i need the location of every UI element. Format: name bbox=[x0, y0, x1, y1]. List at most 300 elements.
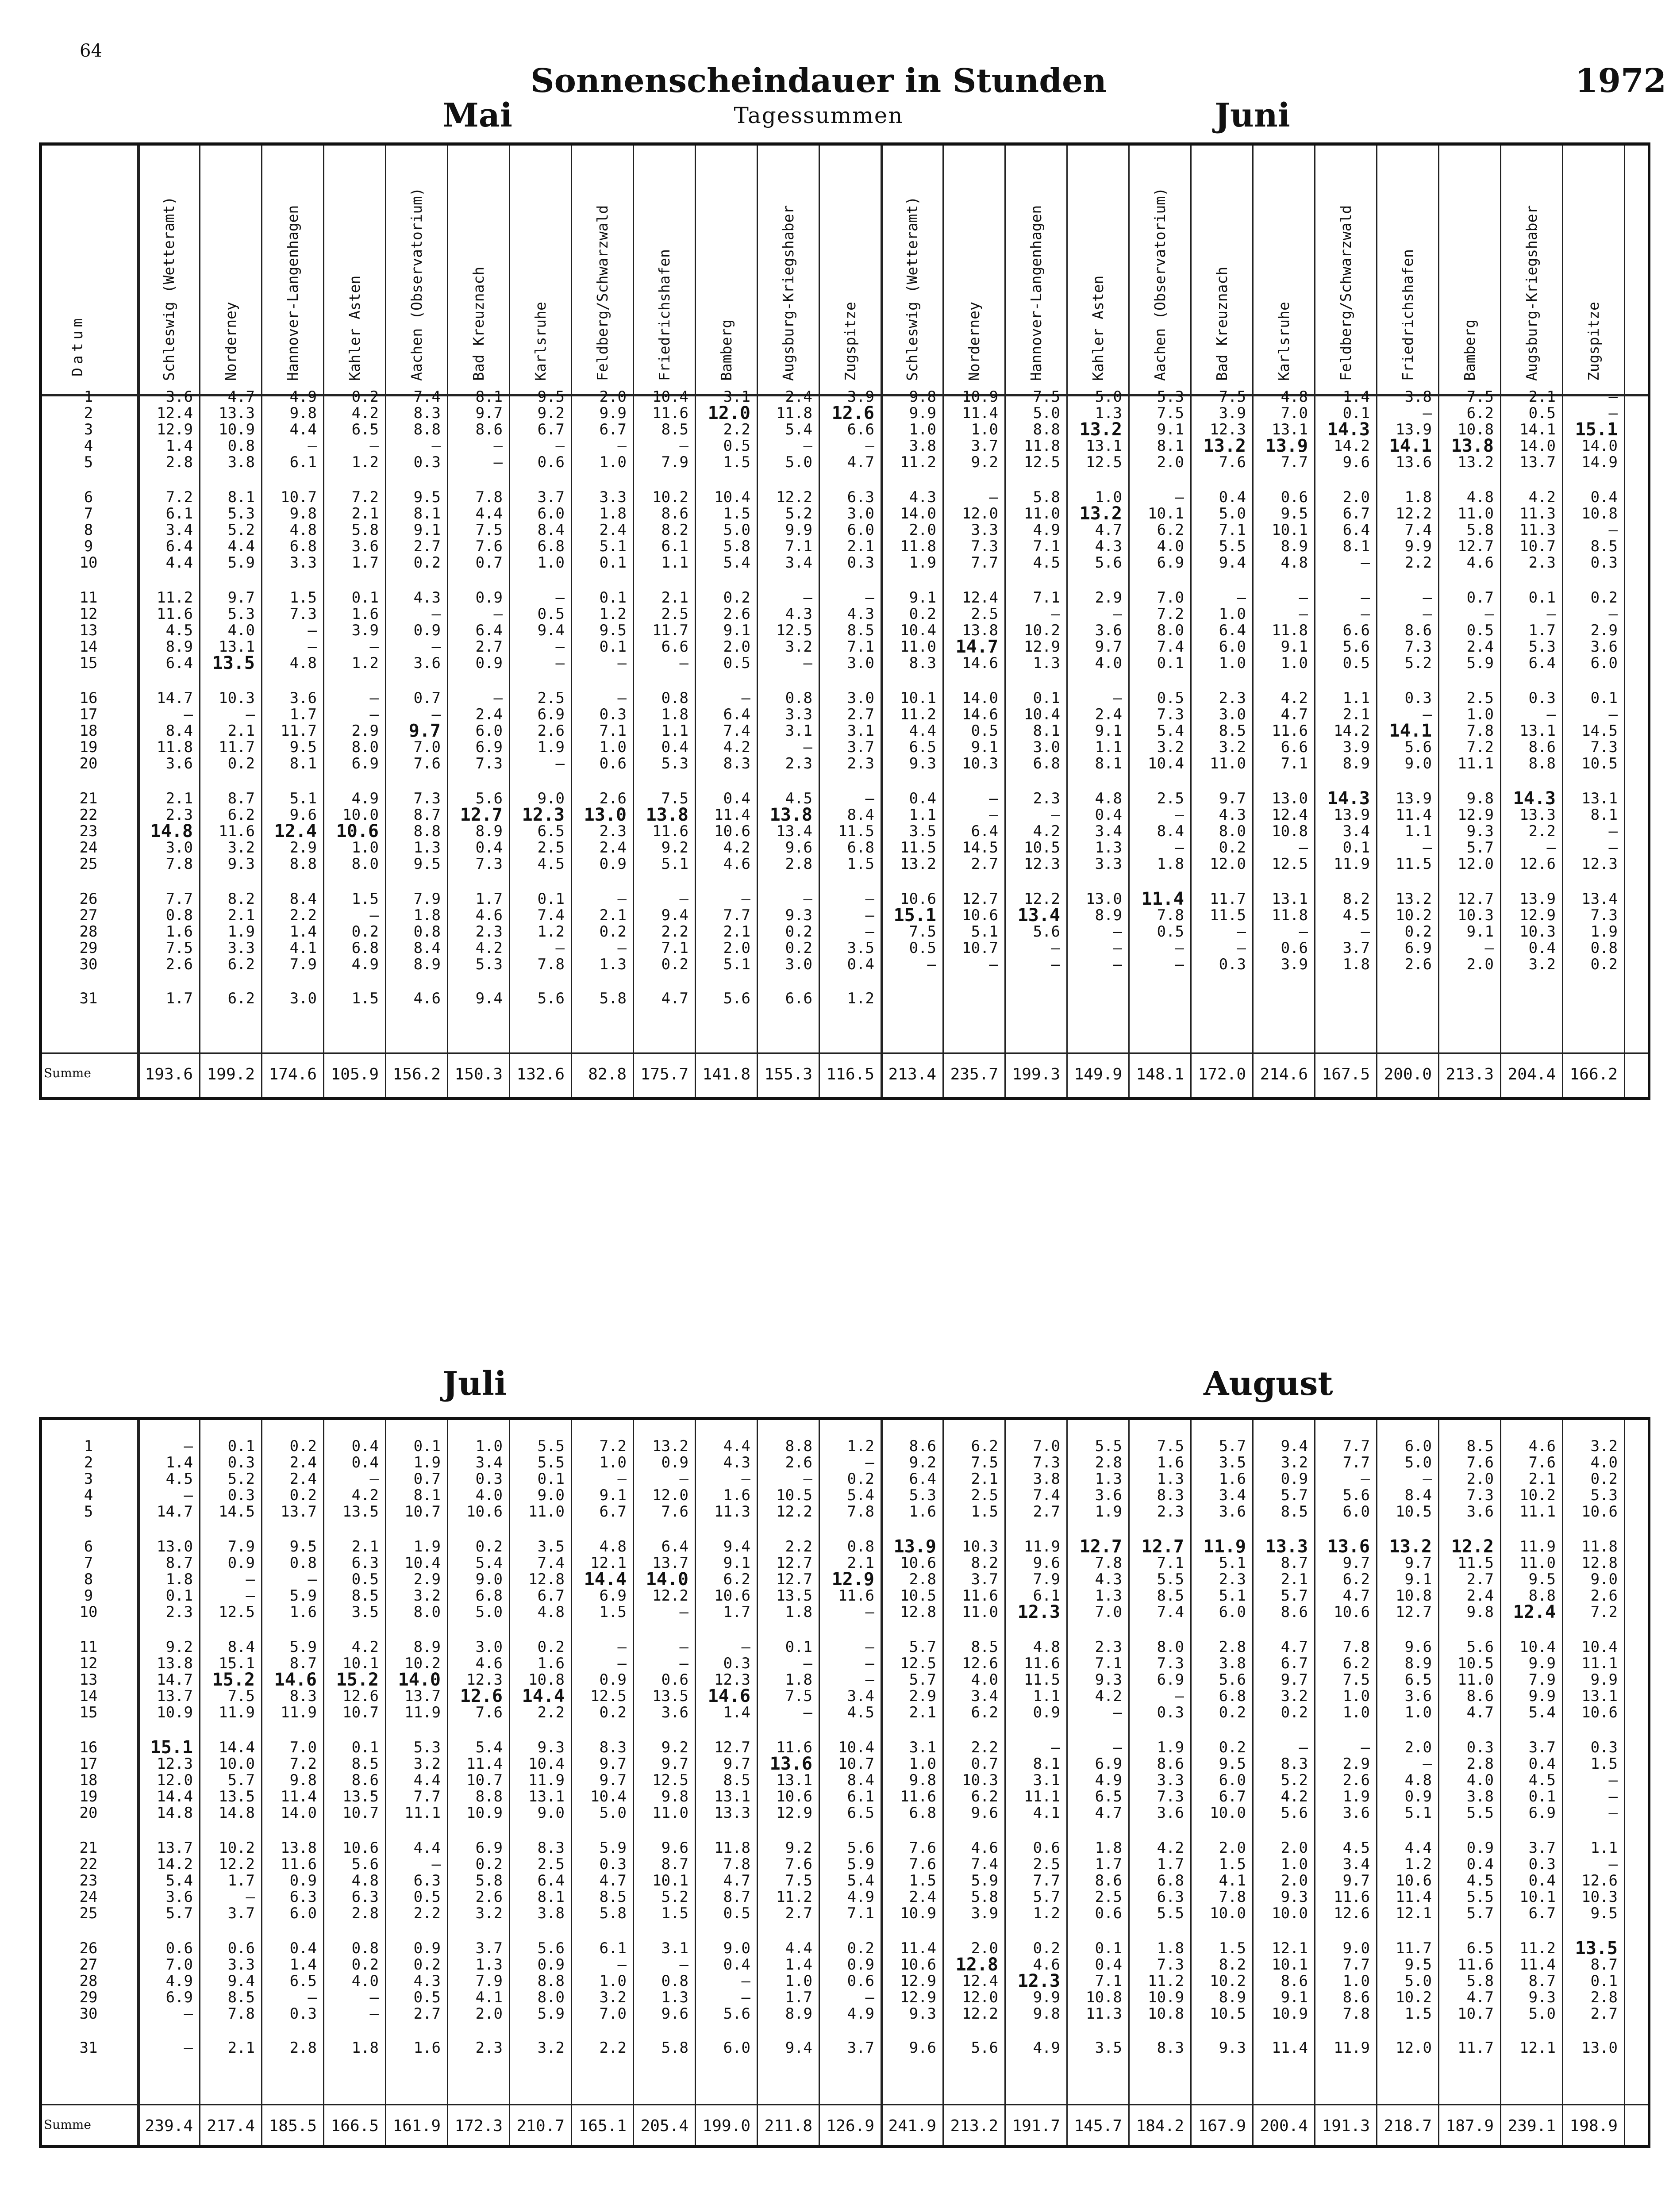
sunshine-cell: 11.4 bbox=[962, 404, 998, 422]
sunshine-cell: 9.9 bbox=[1404, 538, 1432, 555]
day-label: 14 bbox=[79, 1687, 98, 1705]
sunshine-cell: 0.5 bbox=[1157, 689, 1184, 707]
sunshine-cell: 1.8 bbox=[785, 1603, 812, 1621]
sunshine-cell: 11.2 bbox=[900, 706, 936, 723]
sunshine-cell: 8.4 bbox=[847, 806, 874, 824]
sunshine-cell: 11.6 bbox=[219, 822, 255, 840]
sunshine-cell: 2.3 bbox=[475, 923, 503, 941]
sunshine-cell: 4.3 bbox=[1219, 806, 1246, 824]
sunshine-cell: 14.3 bbox=[1513, 788, 1556, 809]
sunshine-cell: 6.9 bbox=[1528, 1804, 1556, 1822]
sunshine-cell: 3.6 bbox=[165, 388, 193, 406]
sunshine-cell: – bbox=[246, 1571, 255, 1588]
sunshine-cell: 13.9 bbox=[1334, 806, 1370, 824]
sunshine-cell: 4.6 bbox=[971, 1839, 998, 1857]
sunshine-cell: 12.6 bbox=[1519, 855, 1556, 873]
sunshine-cell: 7.8 bbox=[1219, 1888, 1246, 1906]
sunshine-cell: 1.4 bbox=[1342, 388, 1370, 406]
sunshine-cell: 11.1 bbox=[1024, 1788, 1060, 1805]
sunshine-cell: 4.1 bbox=[475, 1989, 503, 2006]
monthly-sum-cell: 161.9 bbox=[392, 2117, 441, 2135]
sunshine-cell: 1.5 bbox=[847, 855, 874, 873]
sunshine-cell: 0.1 bbox=[1528, 589, 1556, 607]
sunshine-cell: 2.6 bbox=[723, 605, 750, 623]
sunshine-cell: 2.5 bbox=[1157, 790, 1184, 807]
sunshine-cell: 2.3 bbox=[165, 806, 193, 824]
sunshine-cell: 8.1 bbox=[1033, 722, 1060, 740]
sunshine-cell: 10.9 bbox=[157, 1704, 193, 1721]
sunshine-cell: 13.5 bbox=[1575, 1938, 1618, 1959]
sunshine-cell: – bbox=[865, 1603, 874, 1621]
sunshine-cell: 4.7 bbox=[1342, 1587, 1370, 1605]
sunshine-cell: 5.5 bbox=[537, 1454, 565, 1471]
sunshine-cell: 4.3 bbox=[847, 605, 874, 623]
monthly-sum-cell: 214.6 bbox=[1260, 1065, 1308, 1083]
sunshine-cell: 8.4 bbox=[847, 1771, 874, 1789]
day-label: 23 bbox=[79, 1872, 98, 1889]
sunshine-cell: – bbox=[308, 1989, 317, 2006]
sunshine-cell: 8.2 bbox=[1219, 1956, 1246, 1974]
sunshine-cell: 4.5 bbox=[537, 855, 565, 873]
sunshine-cell: 7.6 bbox=[785, 1855, 812, 1873]
sunshine-cell: 12.3 bbox=[1024, 855, 1060, 873]
sunshine-cell: 4.5 bbox=[1528, 1771, 1556, 1789]
monthly-sum-cell: 184.2 bbox=[1136, 2117, 1184, 2135]
sunshine-cell: – bbox=[927, 956, 936, 973]
sunshine-cell: 6.4 bbox=[537, 1872, 565, 1889]
day-label: 26 bbox=[79, 890, 98, 908]
sunshine-cell: 7.2 bbox=[1590, 1603, 1618, 1621]
sunshine-cell: 8.1 bbox=[413, 1486, 441, 1504]
sunshine-cell: 0.8 bbox=[351, 1939, 379, 1957]
sunshine-cell: 1.6 bbox=[413, 2039, 441, 2057]
sunshine-cell: 10.7 bbox=[466, 1771, 503, 1789]
sunshine-cell: 0.3 bbox=[227, 1454, 255, 1471]
sunshine-cell: 10.4 bbox=[590, 1788, 627, 1805]
sunshine-cell: 1.0 bbox=[537, 554, 565, 572]
station-header: Hannover-Langenhagen bbox=[1027, 205, 1045, 381]
sunshine-cell: 10.2 bbox=[1024, 622, 1060, 639]
sunshine-cell: 9.1 bbox=[599, 1486, 627, 1504]
sunshine-cell: – bbox=[369, 706, 379, 723]
sunshine-cell: 7.3 bbox=[1404, 638, 1432, 656]
sunshine-cell: 7.7 bbox=[413, 1788, 441, 1805]
monthly-sum-cell: 199.0 bbox=[702, 2117, 750, 2135]
sunshine-cell: 10.6 bbox=[1396, 1872, 1432, 1889]
sunshine-cell: 3.8 bbox=[227, 453, 255, 471]
sunshine-cell: 5.7 bbox=[1219, 1437, 1246, 1455]
sunshine-cell: 0.1 bbox=[1590, 1972, 1618, 1990]
sunshine-cell: 0.8 bbox=[661, 689, 688, 707]
sunshine-cell: 11.1 bbox=[1457, 755, 1494, 772]
sunshine-cell: 0.4 bbox=[475, 839, 503, 856]
sunshine-cell: 7.8 bbox=[1342, 2005, 1370, 2023]
sunshine-cell: 10.6 bbox=[714, 1587, 750, 1605]
sunshine-cell: 3.6 bbox=[1157, 1804, 1184, 1822]
sunshine-cell: 1.2 bbox=[351, 453, 379, 471]
sunshine-cell: 3.8 bbox=[1466, 1788, 1494, 1805]
sunshine-cell: 0.2 bbox=[1281, 1704, 1308, 1721]
sunshine-cell: 0.1 bbox=[1342, 839, 1370, 856]
sunshine-cell: 13.2 bbox=[1079, 503, 1122, 524]
sunshine-cell: 11.9 bbox=[404, 1704, 441, 1721]
sunshine-cell: 4.2 bbox=[351, 1486, 379, 1504]
sunshine-cell: 4.8 bbox=[1281, 554, 1308, 572]
sunshine-cell: 9.3 bbox=[227, 855, 255, 873]
sunshine-cell: 8.3 bbox=[599, 1739, 627, 1756]
sunshine-cell: 8.2 bbox=[971, 1554, 998, 1572]
sunshine-cell: 2.5 bbox=[1466, 689, 1494, 707]
sunshine-cell: 8.3 bbox=[1157, 1486, 1184, 1504]
day-label: 21 bbox=[79, 790, 98, 807]
sunshine-cell: 3.6 bbox=[1219, 1503, 1246, 1521]
sunshine-cell: 11.3 bbox=[1519, 505, 1556, 522]
sunshine-cell: 5.6 bbox=[1281, 1804, 1308, 1822]
sunshine-cell: 9.5 bbox=[1528, 1571, 1556, 1588]
sunshine-cell: 13.1 bbox=[1581, 1687, 1618, 1705]
sunshine-cell: 13.1 bbox=[1272, 890, 1308, 908]
sunshine-cell: 4.5 bbox=[1466, 1872, 1494, 1889]
sunshine-cell: 3.2 bbox=[413, 1755, 441, 1773]
sunshine-cell: 3.7 bbox=[1528, 1839, 1556, 1857]
sunshine-cell: 2.0 bbox=[1219, 1839, 1246, 1857]
sunshine-cell: 3.9 bbox=[1281, 956, 1308, 973]
sunshine-cell: 6.9 bbox=[1404, 939, 1432, 957]
sunshine-cell: 0.2 bbox=[475, 1538, 503, 1555]
sunshine-cell: 9.4 bbox=[723, 1538, 750, 1555]
sunshine-cell: 7.9 bbox=[1033, 1571, 1060, 1588]
sunshine-cell: 3.1 bbox=[847, 722, 874, 740]
sunshine-cell: 8.9 bbox=[413, 956, 441, 973]
sunshine-cell: 2.1 bbox=[227, 906, 255, 924]
sunshine-cell: 11.6 bbox=[157, 605, 193, 623]
sunshine-cell: 6.0 bbox=[475, 722, 503, 740]
sunshine-cell: 0.2 bbox=[289, 1486, 317, 1504]
monthly-sum-cell: 185.5 bbox=[269, 2117, 317, 2135]
sunshine-cell: 8.1 bbox=[1157, 437, 1184, 455]
sunshine-cell: – bbox=[431, 638, 441, 656]
sunshine-cell: 5.5 bbox=[537, 1437, 565, 1455]
sunshine-cell: 7.3 bbox=[413, 790, 441, 807]
sunshine-cell: 5.4 bbox=[165, 1872, 193, 1889]
sunshine-cell: 9.0 bbox=[723, 1939, 750, 1957]
sunshine-cell: 0.9 bbox=[661, 1454, 688, 1471]
sunshine-cell: 6.4 bbox=[165, 538, 193, 555]
station-header: Kahler Asten bbox=[1089, 275, 1107, 381]
sunshine-cell: – bbox=[679, 1655, 688, 1672]
sunshine-cell: 4.8 bbox=[1033, 1638, 1060, 1656]
sunshine-cell: 8.4 bbox=[1404, 1486, 1432, 1504]
sunshine-cell: – bbox=[865, 1638, 874, 1656]
sunshine-cell: 0.1 bbox=[1095, 1939, 1122, 1957]
sunshine-cell: 12.5 bbox=[1086, 453, 1122, 471]
sunshine-cell: – bbox=[493, 689, 503, 707]
sunshine-cell: 8.1 bbox=[537, 1888, 565, 1906]
sunshine-cell: 5.1 bbox=[599, 538, 627, 555]
sunshine-cell: 11.5 bbox=[900, 839, 936, 856]
sunshine-cell: 8.6 bbox=[661, 505, 688, 522]
sunshine-cell: 10.3 bbox=[962, 1538, 998, 1555]
sunshine-cell: 5.2 bbox=[227, 521, 255, 539]
station-header: Augsburg-Kriegshaber bbox=[780, 205, 797, 381]
sunshine-cell: 0.3 bbox=[1404, 689, 1432, 707]
sunshine-cell: 2.9 bbox=[351, 722, 379, 740]
sunshine-cell: 0.1 bbox=[785, 1638, 812, 1656]
sunshine-cell: – bbox=[246, 706, 255, 723]
sunshine-cell: 5.7 bbox=[1466, 839, 1494, 856]
sunshine-cell: 0.5 bbox=[1342, 654, 1370, 672]
sunshine-cell: – bbox=[184, 706, 193, 723]
sunshine-cell: 3.7 bbox=[1342, 939, 1370, 957]
sunshine-cell: 9.5 bbox=[289, 738, 317, 756]
sunshine-cell: 7.7 bbox=[1281, 453, 1308, 471]
sunshine-cell: 6.8 bbox=[1157, 1872, 1184, 1889]
sunshine-cell: 0.4 bbox=[847, 956, 874, 973]
sunshine-cell: 1.3 bbox=[413, 839, 441, 856]
sunshine-cell: 12.0 bbox=[157, 1771, 193, 1789]
sunshine-cell: 3.0 bbox=[785, 956, 812, 973]
sunshine-cell: – bbox=[679, 1956, 688, 1974]
sunshine-cell: 2.0 bbox=[599, 388, 627, 406]
station-header: Karlsruhe bbox=[1275, 302, 1292, 381]
sunshine-cell: 5.6 bbox=[1219, 1671, 1246, 1689]
sunshine-cell: 13.2 bbox=[1203, 436, 1246, 456]
sunshine-cell: – bbox=[679, 1470, 688, 1488]
sunshine-cell: – bbox=[1608, 521, 1618, 539]
sunshine-cell: 9.3 bbox=[1466, 822, 1494, 840]
sunshine-cell: 6.6 bbox=[847, 421, 874, 438]
sunshine-cell: 2.5 bbox=[661, 605, 688, 623]
sunshine-cell: 1.5 bbox=[289, 589, 317, 607]
sunshine-cell: 12.2 bbox=[1396, 505, 1432, 522]
sunshine-cell: 10.2 bbox=[219, 1839, 255, 1857]
sunshine-cell: 8.0 bbox=[351, 738, 379, 756]
sunshine-cell: 5.0 bbox=[723, 521, 750, 539]
sunshine-cell: 9.5 bbox=[1219, 1755, 1246, 1773]
sunshine-cell: 7.5 bbox=[1466, 388, 1494, 406]
sunshine-cell: 13.8 bbox=[281, 1839, 317, 1857]
sunshine-cell: 11.6 bbox=[900, 1788, 936, 1805]
sunshine-cell: 9.7 bbox=[723, 1755, 750, 1773]
sunshine-cell: 8.2 bbox=[661, 521, 688, 539]
sunshine-cell: – bbox=[308, 622, 317, 639]
sunshine-cell: 1.9 bbox=[1590, 923, 1618, 941]
sunshine-cell: 9.8 bbox=[1466, 1603, 1494, 1621]
sunshine-cell: 7.2 bbox=[1157, 605, 1184, 623]
sunshine-cell: 1.0 bbox=[1219, 654, 1246, 672]
sunshine-cell: 0.3 bbox=[289, 2005, 317, 2023]
sunshine-cell: 12.2 bbox=[962, 2005, 998, 2023]
sunshine-cell: 3.7 bbox=[475, 1939, 503, 1957]
sunshine-cell: 13.5 bbox=[219, 1788, 255, 1805]
sunshine-cell: 10.7 bbox=[281, 488, 317, 506]
day-label: 11 bbox=[79, 1638, 98, 1656]
sunshine-cell: 1.6 bbox=[723, 1486, 750, 1504]
sunshine-cell: 4.4 bbox=[165, 554, 193, 572]
sunshine-cell: 1.8 bbox=[165, 1571, 193, 1588]
sunshine-cell: 1.3 bbox=[475, 1956, 503, 1974]
sunshine-cell: 13.3 bbox=[1265, 1536, 1308, 1557]
sunshine-cell: 1.5 bbox=[1219, 1939, 1246, 1957]
sunshine-cell: 0.6 bbox=[1033, 1839, 1060, 1857]
sunshine-cell: 11.4 bbox=[900, 1939, 936, 1957]
sunshine-cell: 9.8 bbox=[1033, 2005, 1060, 2023]
sunshine-cell: 4.2 bbox=[475, 939, 503, 957]
sunshine-cell: 1.0 bbox=[351, 839, 379, 856]
sunshine-cell: – bbox=[1608, 404, 1618, 422]
sunshine-cell: 10.7 bbox=[404, 1503, 441, 1521]
sunshine-cell: 5.3 bbox=[475, 956, 503, 973]
sunshine-cell: – bbox=[741, 689, 750, 707]
sunshine-cell: 2.3 bbox=[785, 755, 812, 772]
sunshine-cell: 2.1 bbox=[351, 505, 379, 522]
sunshine-cell: 4.6 bbox=[475, 906, 503, 924]
sunshine-cell: 3.6 bbox=[1590, 638, 1618, 656]
sunshine-cell: 10.8 bbox=[1272, 822, 1308, 840]
sunshine-cell: 1.0 bbox=[909, 1755, 936, 1773]
sunshine-cell: 0.8 bbox=[413, 923, 441, 941]
sunshine-cell: 0.9 bbox=[1281, 1470, 1308, 1488]
sunshine-cell: 13.2 bbox=[1457, 453, 1494, 471]
sunshine-cell: 10.5 bbox=[1457, 1655, 1494, 1672]
sunshine-cell: – bbox=[1051, 939, 1060, 957]
sunshine-cell: 8.5 bbox=[1219, 722, 1246, 740]
sunshine-cell: – bbox=[1608, 1855, 1618, 1873]
sunshine-cell: 2.1 bbox=[847, 538, 874, 555]
sunshine-cell: 11.8 bbox=[900, 538, 936, 555]
sunshine-cell: 12.2 bbox=[1024, 890, 1060, 908]
sunshine-cell: 4.7 bbox=[1466, 1989, 1494, 2006]
sunshine-cell: 0.8 bbox=[847, 1538, 874, 1555]
sunshine-cell: 6.6 bbox=[1281, 738, 1308, 756]
sunshine-cell: 3.2 bbox=[475, 1905, 503, 1922]
sunshine-cell: 0.2 bbox=[227, 755, 255, 772]
sunshine-cell: 0.2 bbox=[1590, 956, 1618, 973]
sunshine-cell: 4.0 bbox=[1590, 1454, 1618, 1471]
sunshine-cell: 6.0 bbox=[289, 1905, 317, 1922]
station-header: Feldberg/Schwarzwald bbox=[1337, 205, 1354, 381]
sunshine-cell: 0.2 bbox=[847, 1939, 874, 1957]
sunshine-cell: 0.5 bbox=[413, 1989, 441, 2006]
sunshine-cell: 1.4 bbox=[785, 1956, 812, 1974]
sunshine-cell: – bbox=[493, 437, 503, 455]
sunshine-cell: 5.4 bbox=[723, 554, 750, 572]
sunshine-cell: 4.7 bbox=[723, 1872, 750, 1889]
sunshine-cell: 0.7 bbox=[413, 689, 441, 707]
sunshine-cell: 10.1 bbox=[1272, 521, 1308, 539]
sunshine-cell: 0.4 bbox=[661, 738, 688, 756]
sunshine-cell: 12.1 bbox=[1519, 2039, 1556, 2057]
sunshine-cell: 0.1 bbox=[537, 890, 565, 908]
day-label: 24 bbox=[79, 1888, 98, 1906]
day-label: 18 bbox=[79, 722, 98, 740]
summe-label: Summe bbox=[44, 2117, 91, 2132]
sunshine-cell: 10.6 bbox=[900, 890, 936, 908]
sunshine-cell: 6.8 bbox=[1033, 755, 1060, 772]
sunshine-cell: 12.4 bbox=[962, 589, 998, 607]
sunshine-cell: 13.7 bbox=[157, 1687, 193, 1705]
sunshine-cell: 1.5 bbox=[909, 1872, 936, 1889]
sunshine-cell: 8.2 bbox=[1342, 890, 1370, 908]
sunshine-cell: 1.9 bbox=[537, 738, 565, 756]
monthly-sum-cell: 213.2 bbox=[950, 2117, 998, 2135]
sunshine-cell: 9.3 bbox=[1095, 1671, 1122, 1689]
sunshine-cell: 8.8 bbox=[537, 1972, 565, 1990]
day-label: 31 bbox=[79, 2039, 98, 2057]
day-label: 22 bbox=[79, 1855, 98, 1873]
sunshine-cell: 15.1 bbox=[893, 905, 936, 926]
sunshine-cell: – bbox=[617, 1638, 627, 1656]
sunshine-cell: 1.8 bbox=[1157, 855, 1184, 873]
sunshine-cell: 11.2 bbox=[1148, 1972, 1184, 1990]
sunshine-cell: 3.2 bbox=[227, 839, 255, 856]
sunshine-cell: 2.1 bbox=[661, 589, 688, 607]
sunshine-cell: 5.6 bbox=[537, 1939, 565, 1957]
sunshine-cell: 3.3 bbox=[289, 554, 317, 572]
sunshine-cell: – bbox=[555, 939, 565, 957]
sunshine-cell: 0.6 bbox=[1095, 1905, 1122, 1922]
sunshine-cell: 10.8 bbox=[1457, 421, 1494, 438]
sunshine-cell: 4.4 bbox=[227, 538, 255, 555]
sunshine-cell: 0.1 bbox=[227, 1437, 255, 1455]
sunshine-cell: 6.8 bbox=[847, 839, 874, 856]
sunshine-cell: 5.4 bbox=[475, 1554, 503, 1572]
sunshine-cell: 2.9 bbox=[1342, 1755, 1370, 1773]
sunshine-cell: 1.7 bbox=[227, 1872, 255, 1889]
sunshine-cell: 7.1 bbox=[1281, 755, 1308, 772]
sunshine-cell: 0.9 bbox=[599, 855, 627, 873]
sunshine-cell: 1.5 bbox=[1590, 1755, 1618, 1773]
sunshine-cell: – bbox=[1299, 923, 1308, 941]
sunshine-cell: – bbox=[1051, 956, 1060, 973]
sunshine-cell: 7.5 bbox=[661, 790, 688, 807]
sunshine-cell: 6.8 bbox=[537, 538, 565, 555]
sunshine-cell: 2.0 bbox=[1281, 1872, 1308, 1889]
sunshine-cell: 11.0 bbox=[900, 638, 936, 656]
sunshine-cell: 3.9 bbox=[1342, 738, 1370, 756]
sunshine-cell: 5.9 bbox=[289, 1587, 317, 1605]
sunshine-cell: – bbox=[865, 923, 874, 941]
sunshine-cell: 12.8 bbox=[1581, 1554, 1618, 1572]
sunshine-cell: 1.8 bbox=[1095, 1839, 1122, 1857]
sunshine-cell: 4.8 bbox=[537, 1603, 565, 1621]
sunshine-cell: 2.5 bbox=[537, 689, 565, 707]
sunshine-cell: 9.1 bbox=[1281, 1989, 1308, 2006]
sunshine-cell: – bbox=[431, 605, 441, 623]
sunshine-cell: 8.4 bbox=[413, 939, 441, 957]
sunshine-cell: 3.7 bbox=[971, 1571, 998, 1588]
sunshine-cell: 11.0 bbox=[1457, 1671, 1494, 1689]
sunshine-cell: 0.1 bbox=[599, 638, 627, 656]
sunshine-cell: – bbox=[1175, 956, 1184, 973]
day-label: 17 bbox=[79, 1755, 98, 1773]
sunshine-cell: 3.9 bbox=[1219, 404, 1246, 422]
sunshine-cell: 3.8 bbox=[1033, 1470, 1060, 1488]
sunshine-cell: 6.8 bbox=[475, 1587, 503, 1605]
sunshine-cell: 5.1 bbox=[1219, 1554, 1246, 1572]
sunshine-cell: – bbox=[369, 638, 379, 656]
sunshine-cell: 2.3 bbox=[1528, 554, 1556, 572]
sunshine-cell: 13.1 bbox=[714, 1788, 750, 1805]
sunshine-cell: 4.9 bbox=[847, 2005, 874, 2023]
sunshine-cell: 14.4 bbox=[157, 1788, 193, 1805]
sunshine-cell: 8.5 bbox=[971, 1638, 998, 1656]
page-number: 64 bbox=[80, 41, 102, 61]
sunshine-cell: 11.9 bbox=[528, 1771, 565, 1789]
sunshine-cell: – bbox=[1608, 1788, 1618, 1805]
sunshine-cell: 5.6 bbox=[847, 1839, 874, 1857]
sunshine-cell: 0.9 bbox=[537, 1956, 565, 1974]
